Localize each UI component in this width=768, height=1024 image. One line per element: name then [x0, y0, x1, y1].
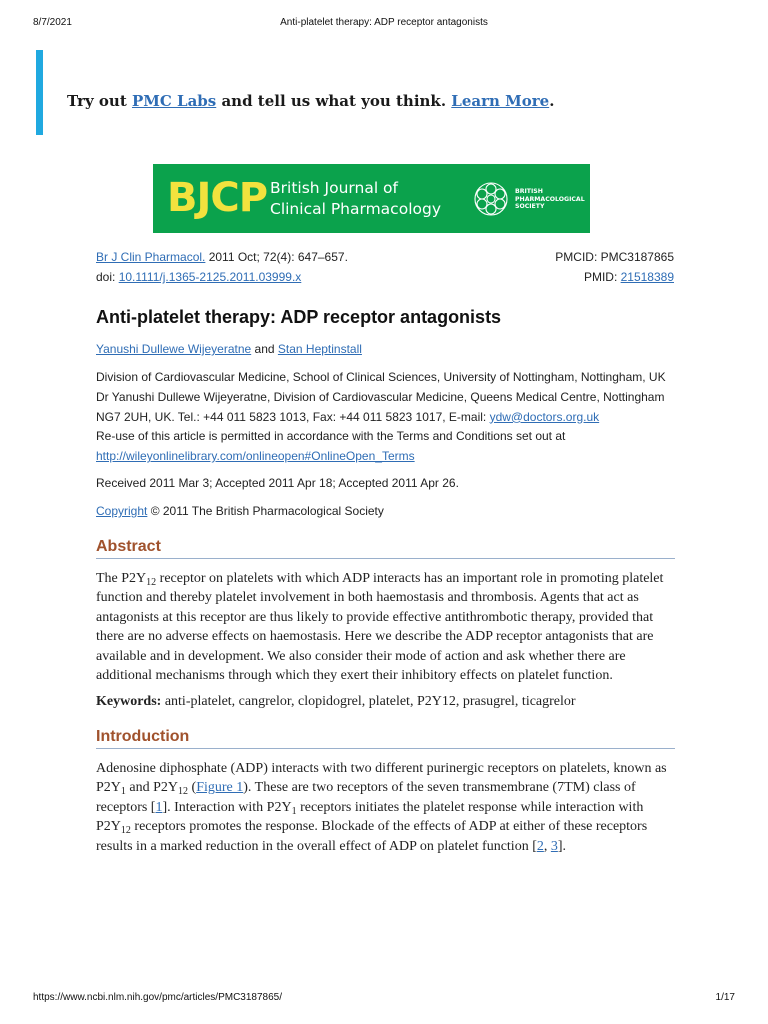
- text-run: receptors [: [96, 799, 156, 815]
- journal-name-line1: British Journal of: [270, 179, 398, 197]
- intro-line: [96, 817, 678, 836]
- text-run: receptor on platelets with which ADP interacts has an important role in promoting platelet: [156, 571, 664, 586]
- copyright-text: © 2011 The British Pharmacological Society: [147, 504, 384, 518]
- affiliation: Division of Cardiovascular Medicine, School of Clinical Sciences, University of Nottingham, Nottingham, UK: [96, 370, 666, 384]
- society-name: [515, 188, 585, 211]
- copyright-line: [96, 504, 384, 518]
- print-page-title: Anti-platelet therapy: ADP receptor antagonists: [280, 17, 488, 28]
- abstract-line: additional mechanisms through which they exert their inhibitory effects on platelet function.: [96, 668, 613, 684]
- abstract-line: available and in development. We also consider their mode of action and ask whether there are: [96, 648, 626, 664]
- introduction-body: [96, 759, 678, 856]
- abstract-body: [96, 569, 678, 685]
- bps-logo-icon: [472, 180, 510, 218]
- email-link[interactable]: ydw@doctors.org.uk: [489, 409, 600, 424]
- correspondence-line2: [96, 408, 676, 428]
- abstract-line: antagonists at this receptor are thus likely to provide effective antithrombotic therapy, provided that: [96, 609, 654, 625]
- pmc-labs-banner: [67, 92, 554, 110]
- reference-link[interactable]: 1: [155, 799, 163, 815]
- text-run: P2Y: [96, 780, 121, 796]
- keywords-list: anti-platelet, cangrelor, clopidogrel, platelet, P2Y12, prasugrel, ticagrelor: [161, 694, 576, 709]
- copyright-link[interactable]: Copyright: [96, 504, 148, 518]
- society-line2: PHARMACOLOGICAL: [515, 195, 585, 203]
- correspondence-text: NG7 2UH, UK. Tel.: +44 011 5823 1013, Fax: +44 011 5823 1017, E-mail:: [96, 409, 490, 424]
- author-separator: and: [251, 342, 278, 356]
- text-run: The P2Y: [96, 571, 147, 586]
- journal-details: 2011 Oct; 72(4): 647–657.: [205, 250, 348, 264]
- subscript: 12: [178, 786, 189, 798]
- subscript: 12: [120, 825, 131, 837]
- journal-name: [270, 178, 441, 220]
- banner-accent-bar: [36, 50, 43, 135]
- learn-more-link[interactable]: Learn More: [451, 92, 550, 110]
- introduction-heading: Introduction: [96, 727, 675, 749]
- print-header: [33, 17, 735, 31]
- pmid-label: PMID:: [583, 270, 621, 284]
- pmid-link[interactable]: 21518389: [620, 270, 674, 284]
- text-run: receptors initiates the platelet response while interaction with: [296, 799, 644, 815]
- pmcid: PMCID: PMC3187865: [555, 250, 674, 264]
- author-list: [96, 342, 362, 356]
- text-run: ].: [557, 838, 567, 854]
- correspondence-line1: Dr Yanushi Dullewe Wijeyeratne, Division of Cardiovascular Medicine, Queens Medical Centre, Nottingham: [96, 389, 665, 404]
- banner-suffix: .: [549, 92, 555, 110]
- banner-middle: and tell us what you think.: [216, 92, 452, 110]
- text-run: P2Y: [96, 819, 121, 835]
- author-link[interactable]: Stan Heptinstall: [277, 342, 362, 356]
- reuse-terms: [96, 447, 676, 467]
- journal-link[interactable]: Br J Clin Pharmacol.: [96, 250, 206, 264]
- abstract-line: [96, 569, 678, 588]
- doi-label: doi:: [96, 270, 119, 284]
- abstract-line: there are no adverse effects on haemostasis. Here we describe the ADP receptor antagonists that are: [96, 629, 654, 645]
- text-run: ). These are two receptors of the seven transmembrane (7TM) class of: [243, 780, 636, 796]
- article-title: Anti-platelet therapy: ADP receptor antagonists: [96, 307, 502, 327]
- print-date: 8/7/2021: [33, 17, 72, 28]
- author-link[interactable]: Yanushi Dullewe Wijeyeratne: [96, 342, 252, 356]
- subscript: 1: [120, 786, 126, 798]
- text-run: results in a marked reduction in the overall effect of ADP on platelet function [: [96, 838, 537, 854]
- banner-prefix: Try out: [67, 92, 132, 110]
- society-line1: BRITISH: [515, 188, 543, 195]
- keywords: [96, 694, 576, 710]
- journal-abbr: BJCP: [167, 175, 268, 221]
- figure-link[interactable]: Figure 1: [196, 780, 244, 796]
- journal-name-line2: Clinical Pharmacology: [270, 200, 441, 218]
- pmc-labs-link[interactable]: PMC Labs: [131, 92, 217, 110]
- text-run: ]. Interaction with P2Y: [162, 799, 292, 815]
- terms-link[interactable]: http://wileyonlinelibrary.com/onlineopen#OnlineOpen_Terms: [96, 449, 415, 464]
- text-run: ,: [543, 838, 551, 854]
- text-run: receptors promotes the response. Blockade of the effects of ADP at either of these receptors: [130, 819, 648, 835]
- reference-link[interactable]: 3: [550, 838, 558, 854]
- article-dates: Received 2011 Mar 3; Accepted 2011 Apr 18; Accepted 2011 Apr 26.: [96, 476, 459, 490]
- intro-line: [96, 778, 678, 797]
- pmid: [584, 269, 674, 285]
- society-line3: SOCIETY: [515, 203, 545, 211]
- subscript: 12: [146, 577, 157, 588]
- intro-line: Adenosine diphosphate (ADP) interacts with two different purinergic receptors on platelets, known as: [96, 761, 667, 776]
- keywords-label: Keywords:: [96, 694, 162, 709]
- abstract-heading: Abstract: [96, 537, 675, 559]
- print-footer: [33, 992, 735, 1006]
- doi-link[interactable]: 10.1111/j.1365-2125.2011.03999.x: [118, 270, 302, 284]
- citation-line-2: [96, 269, 674, 285]
- affiliation-block: [96, 368, 676, 467]
- intro-line: [96, 837, 678, 856]
- text-run: (: [188, 780, 197, 796]
- intro-line: [96, 798, 678, 817]
- reference-link[interactable]: 2: [536, 838, 544, 854]
- reuse-notice: Re-use of this article is permitted in accordance with the Terms and Conditions set out at: [96, 429, 566, 444]
- text-run: and P2Y: [125, 780, 179, 796]
- print-url: https://www.ncbi.nlm.nih.gov/pmc/articles/PMC3187865/: [33, 992, 282, 1003]
- citation-line-1: [96, 249, 674, 265]
- abstract-line: function and thereby platelet involvement in both haemostasis and thrombosis. Agents that act as: [96, 590, 639, 606]
- subscript: 1: [291, 805, 297, 817]
- page-number: 1/17: [715, 992, 735, 1003]
- journal-banner[interactable]: [153, 164, 590, 233]
